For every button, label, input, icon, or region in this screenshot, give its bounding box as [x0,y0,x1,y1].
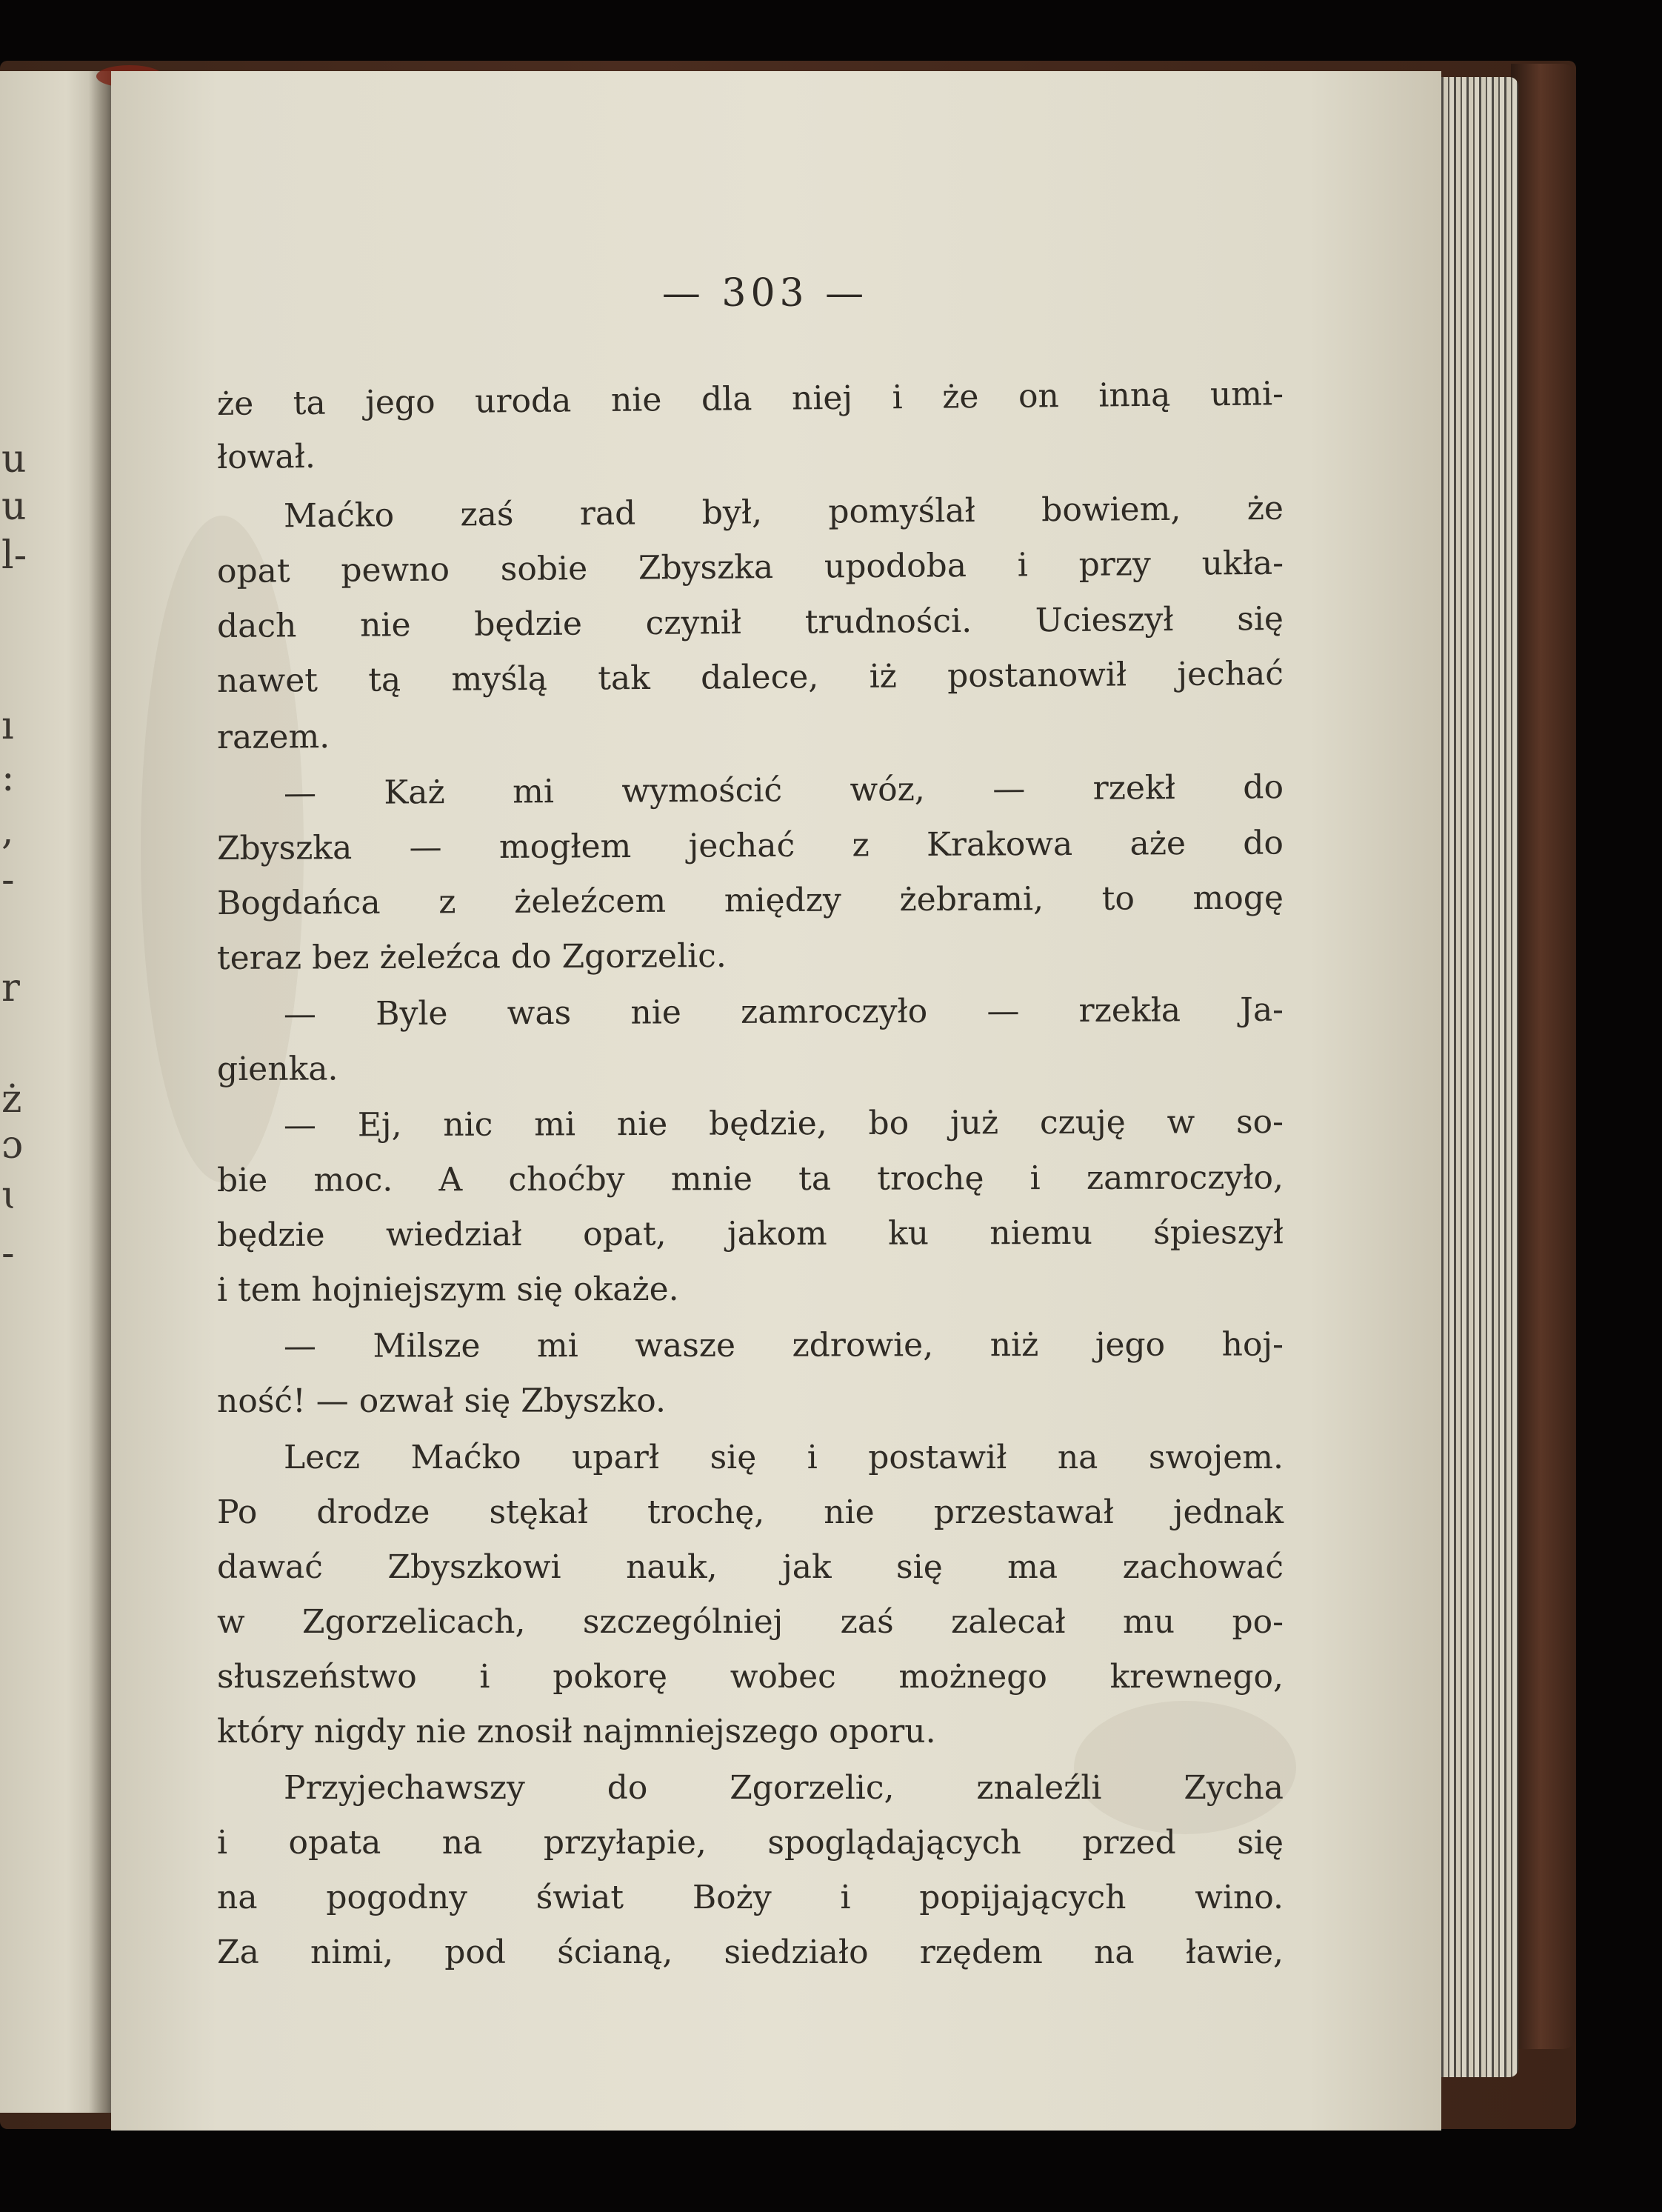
text-line: — Milsze mi wasze zdrowie, niż jego hoj- [283,1325,1284,1365]
text-line: który nigdy nie znosił najmniejszego oporu. [217,1713,936,1750]
left-page-fragment: - [1,1231,15,1276]
left-page-fragment: ɩ [1,1173,17,1218]
text-line: dawać Zbyszkowi nauk, jak się ma zachować [217,1548,1284,1586]
text-line: nawet tą myślą tak dalece, iż postanowił jechać [216,654,1284,700]
text-line: dach nie będzie czynił trudności. Ucieszył się [216,599,1284,645]
text-line: Po drodze stękał trochę, nie przestawał jednak [217,1493,1284,1531]
left-page-fragment: l- [1,533,27,578]
page-number-text: — 303 — [661,271,869,316]
left-page-fragment: ż [1,1077,22,1122]
text-line: ność! — ozwał się Zbyszko. [216,1382,666,1420]
book-spine-edge [1511,64,1576,2049]
left-page-fragment: r [1,966,20,1010]
page-number [111,271,1441,316]
text-line: teraz bez żeleźca do Zgorzelic. [216,936,727,977]
text-line: Przyjechawszy do Zgorzelic, znaleźli Zycha [284,1769,1284,1807]
text-line: będzie wiedział opat, jakom ku niemu śpieszył [216,1213,1284,1254]
left-page-fragment: ɔ [1,1123,24,1167]
text-line: bie moc. A choćby mnie ta trochę i zamroczyło, [216,1159,1284,1199]
text-line: że ta jego uroda nie dla niej i że on inną umi- [216,375,1284,423]
text-line: na pogodny świat Boży i popijających wino. [217,1879,1284,1916]
text-line: w Zgorzelicach, szczególniej zaś zalecał mu po- [217,1603,1284,1641]
text-line: — Ej, nic mi nie będzie, bo już czuję w so- [283,1102,1284,1145]
left-page-fragment: - [1,858,15,902]
text-line: Za nimi, pod ścianą, siedziało rzędem na ławie, [217,1933,1284,1971]
text-line: i opata na przyłapie, spoglądających przed się [217,1824,1284,1862]
text-line: Maćko zaś rad był, pomyślał bowiem, że [283,489,1284,536]
left-page-fragment: : [1,756,15,800]
text-line: Zbyszka — mogłem jechać z Krakowa aże do [216,824,1284,867]
right-page [111,71,1441,2131]
left-page-fragment: u [1,437,27,482]
text-line: opat pewno sobie Zbyszka upodoba i przy ukła- [216,544,1284,590]
left-page-fragment: u [1,484,27,529]
text-line: — Każ mi wymościć wóz, — rzekł do [283,768,1284,813]
text-line: — Byle was nie zamroczyło — rzekła Ja- [283,990,1284,1033]
left-page-fragment: ı [1,704,14,748]
text-line: Bogdańca z żeleźcem między żebrami, to mogę [216,879,1284,922]
text-line: Lecz Maćko uparł się i postawił na swojem. [284,1439,1284,1476]
text-line: razem. [216,718,330,756]
text-line: łował. [216,437,316,476]
text-line: słuszeństwo i pokorę wobec możnego krewnego, [217,1658,1284,1696]
left-page-fragment: , [1,809,14,853]
page-edges [1437,77,1518,2077]
text-line: i tem hojniejszym się okaże. [216,1270,679,1309]
text-line: gienka. [216,1050,338,1088]
